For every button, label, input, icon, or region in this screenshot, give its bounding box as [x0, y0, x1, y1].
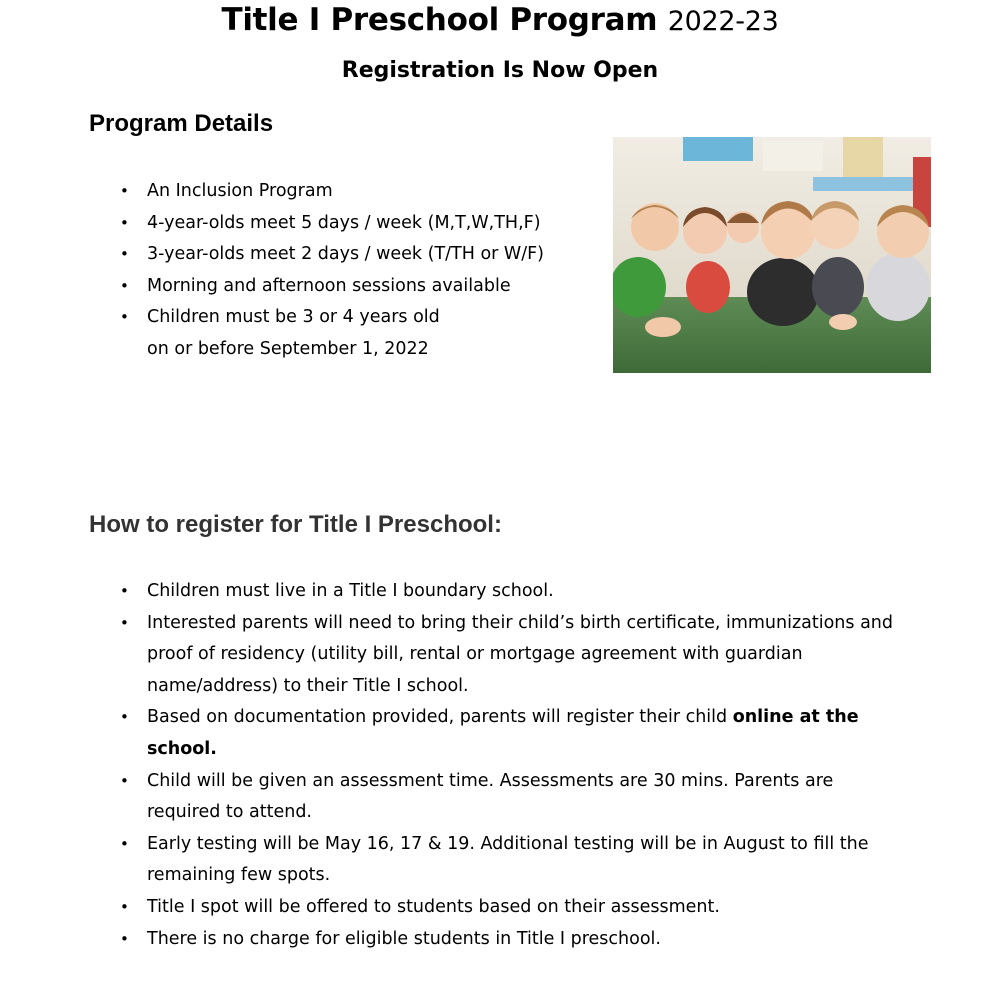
list-item-continuation: on or before September 1, 2022 — [147, 338, 429, 359]
list-item-text: Children must live in a Title I boundary school. — [147, 581, 554, 601]
list-item — [120, 576, 910, 608]
list-item — [120, 924, 910, 956]
list-item-bold-text: online at the school. — [147, 707, 859, 759]
list-item — [120, 608, 910, 703]
list-item — [120, 271, 590, 303]
page-title — [0, 2, 1000, 38]
list-item-text: Child will be given an assessment time. Assessments are 30 mins. Parents are required to attend. — [147, 770, 834, 823]
list-item — [120, 766, 910, 829]
list-item — [120, 892, 910, 924]
list-item — [120, 829, 910, 892]
children-photo — [613, 137, 931, 373]
list-item-text: Interested parents will need to bring their child’s birth certificate, immunizations and proof of residency (utility bill, rental or mortgage agreement with guardian name/address) to their Title I school. — [147, 612, 894, 696]
program-details-list — [120, 176, 590, 366]
list-item-text: Children must be 3 or 4 years old — [147, 307, 440, 328]
children-photo-icon — [613, 137, 931, 373]
list-item — [120, 702, 910, 765]
list-item-text: There is no charge for eligible students in Title I preschool. — [147, 928, 661, 949]
title-text: Title I Preschool Program — [221, 2, 658, 38]
list-item-text: Based on documentation provided, parents will register their child — [147, 707, 733, 728]
list-item-text: 3-year-olds meet 2 days / week (T/TH or W/F) — [147, 244, 545, 265]
registration-list — [120, 576, 910, 955]
list-item — [120, 239, 590, 271]
list-item-text: 4-year-olds meet 5 days / week (M,T,W,TH,F) — [147, 212, 541, 233]
registration-heading: How to register for Title I Preschool: — [89, 511, 502, 538]
list-item-text: Morning and afternoon sessions available — [147, 275, 511, 296]
list-item — [120, 176, 590, 208]
list-item-text: Early testing will be May 16, 17 & 19. Additional testing will be in August to fill the remaining few spots. — [147, 833, 869, 886]
list-item-text: An Inclusion Program — [147, 181, 333, 201]
list-item — [120, 302, 590, 365]
list-item-text: Title I spot will be offered to students based on their assessment. — [147, 896, 720, 917]
program-details-heading: Program Details — [89, 110, 274, 137]
list-item — [120, 208, 590, 240]
page-subtitle: Registration Is Now Open — [341, 58, 659, 83]
title-year: 2022-23 — [667, 6, 779, 37]
